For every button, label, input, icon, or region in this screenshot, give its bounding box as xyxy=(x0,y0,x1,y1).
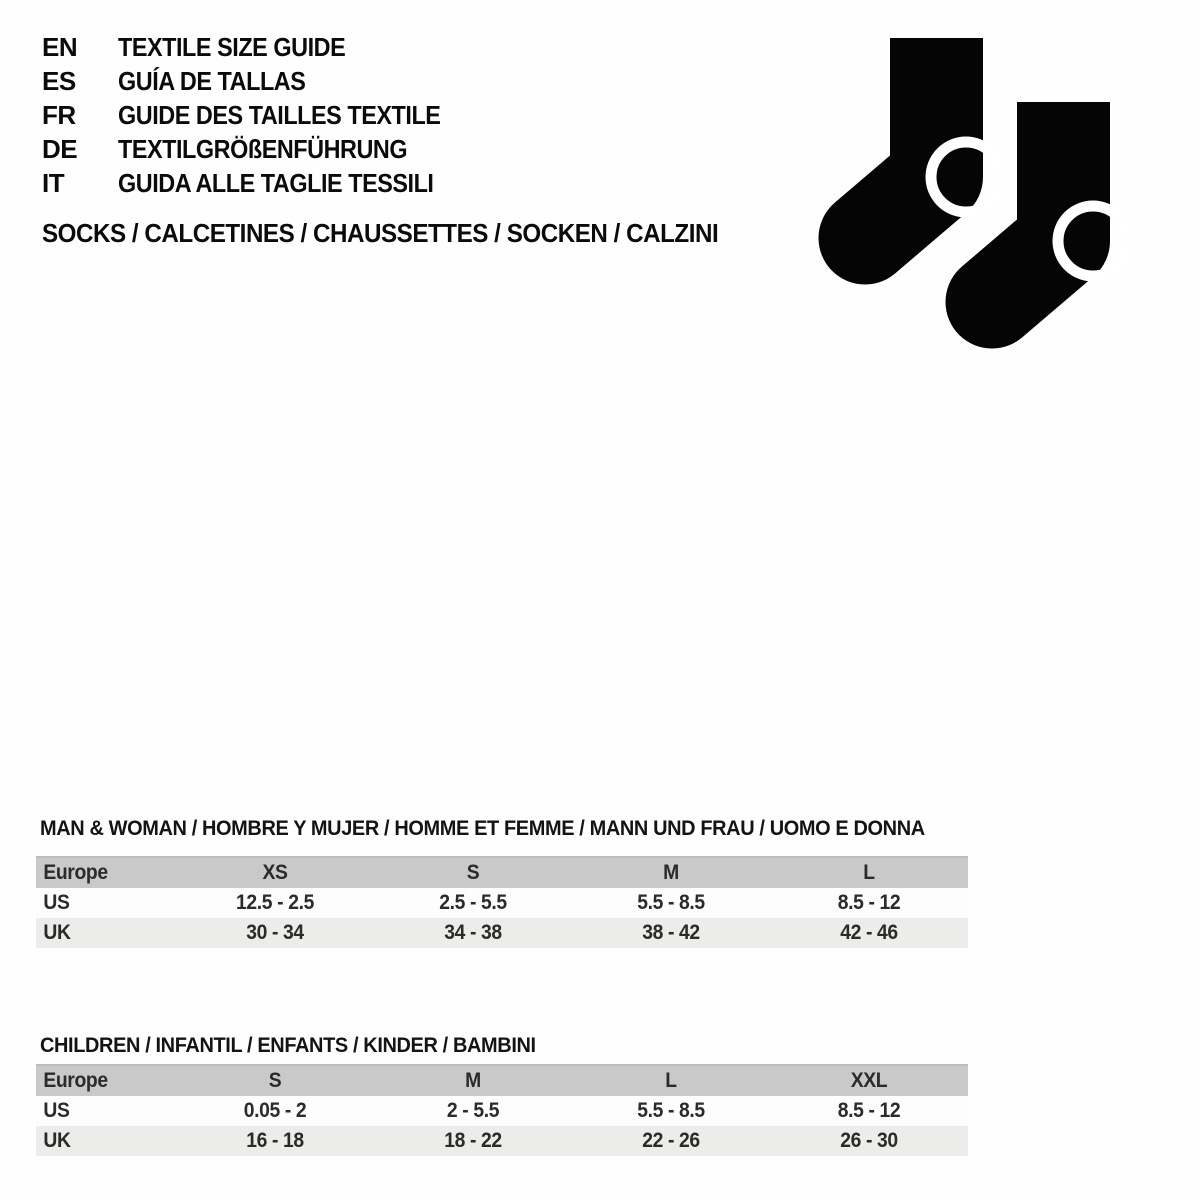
category-line-text: SOCKS / CALCETINES / CHAUSSETTES / SOCKEN / CALZINI xyxy=(42,218,719,248)
language-row-es xyxy=(42,64,476,98)
size-value: 5.5 - 8.5 xyxy=(637,891,705,914)
column-header-size: L xyxy=(863,861,875,884)
size-table-children xyxy=(36,1064,968,1156)
size-value: 38 - 42 xyxy=(642,921,700,944)
size-value: 22 - 26 xyxy=(642,1129,700,1152)
language-row-it xyxy=(42,166,476,200)
guide-title: GUIDA ALLE TAGLIE TESSILI xyxy=(118,168,434,198)
language-row-de xyxy=(42,132,476,166)
row-label: UK xyxy=(43,921,71,944)
column-header-size: L xyxy=(665,1069,677,1092)
table-row-us xyxy=(36,888,968,918)
table-row-uk xyxy=(36,918,968,948)
language-title-block xyxy=(42,30,476,200)
size-value: 8.5 - 12 xyxy=(837,1099,901,1122)
table-row-uk xyxy=(36,1126,968,1156)
size-value: 0.05 - 2 xyxy=(243,1099,307,1122)
size-value: 2 - 5.5 xyxy=(446,1099,500,1122)
table-title-children: CHILDREN / INFANTIL / ENFANTS / KINDER / BAMBINI xyxy=(40,1034,536,1057)
size-value: 26 - 30 xyxy=(840,1129,898,1152)
column-header-size: S xyxy=(268,1069,282,1092)
size-value: 16 - 18 xyxy=(246,1129,304,1152)
size-value: 42 - 46 xyxy=(840,921,898,944)
row-label: UK xyxy=(43,1129,71,1152)
size-value: 8.5 - 12 xyxy=(837,891,901,914)
language-row-fr xyxy=(42,98,476,132)
category-line xyxy=(42,216,769,250)
socks-icon-svg xyxy=(800,38,1140,378)
guide-title: GUIDE DES TAILLES TEXTILE xyxy=(118,100,441,130)
language-code: ES xyxy=(42,66,76,96)
size-value: 34 - 38 xyxy=(444,921,502,944)
column-header-region: Europe xyxy=(43,1069,108,1092)
size-table-adults xyxy=(36,856,968,948)
size-value: 18 - 22 xyxy=(444,1129,502,1152)
size-value: 30 - 34 xyxy=(246,921,304,944)
guide-title: GUÍA DE TALLAS xyxy=(118,66,306,96)
size-value: 5.5 - 8.5 xyxy=(637,1099,705,1122)
socks-icon xyxy=(800,38,1140,378)
column-header-size: XS xyxy=(262,861,288,884)
guide-title: TEXTILE SIZE GUIDE xyxy=(118,32,346,62)
column-header-size: S xyxy=(466,861,480,884)
table-header-row xyxy=(36,1064,968,1096)
language-code: FR xyxy=(42,100,76,130)
size-value: 12.5 - 2.5 xyxy=(236,891,314,914)
language-code: EN xyxy=(42,32,78,62)
table-row-us xyxy=(36,1096,968,1126)
row-label: US xyxy=(43,891,70,914)
column-header-size: M xyxy=(465,1069,481,1092)
column-header-size: M xyxy=(663,861,679,884)
column-header-region: Europe xyxy=(43,861,108,884)
language-code: DE xyxy=(42,134,78,164)
language-code: IT xyxy=(42,168,65,198)
column-header-size: XXL xyxy=(850,1069,888,1092)
language-row-en xyxy=(42,30,476,64)
table-header-row xyxy=(36,856,968,888)
table-title-adults: MAN & WOMAN / HOMBRE Y MUJER / HOMME ET FEMME / MANN UND FRAU / UOMO E DONNA xyxy=(40,817,925,840)
size-value: 2.5 - 5.5 xyxy=(439,891,507,914)
guide-title: TEXTILGRÖßENFÜHRUNG xyxy=(118,134,408,164)
row-label: US xyxy=(43,1099,70,1122)
